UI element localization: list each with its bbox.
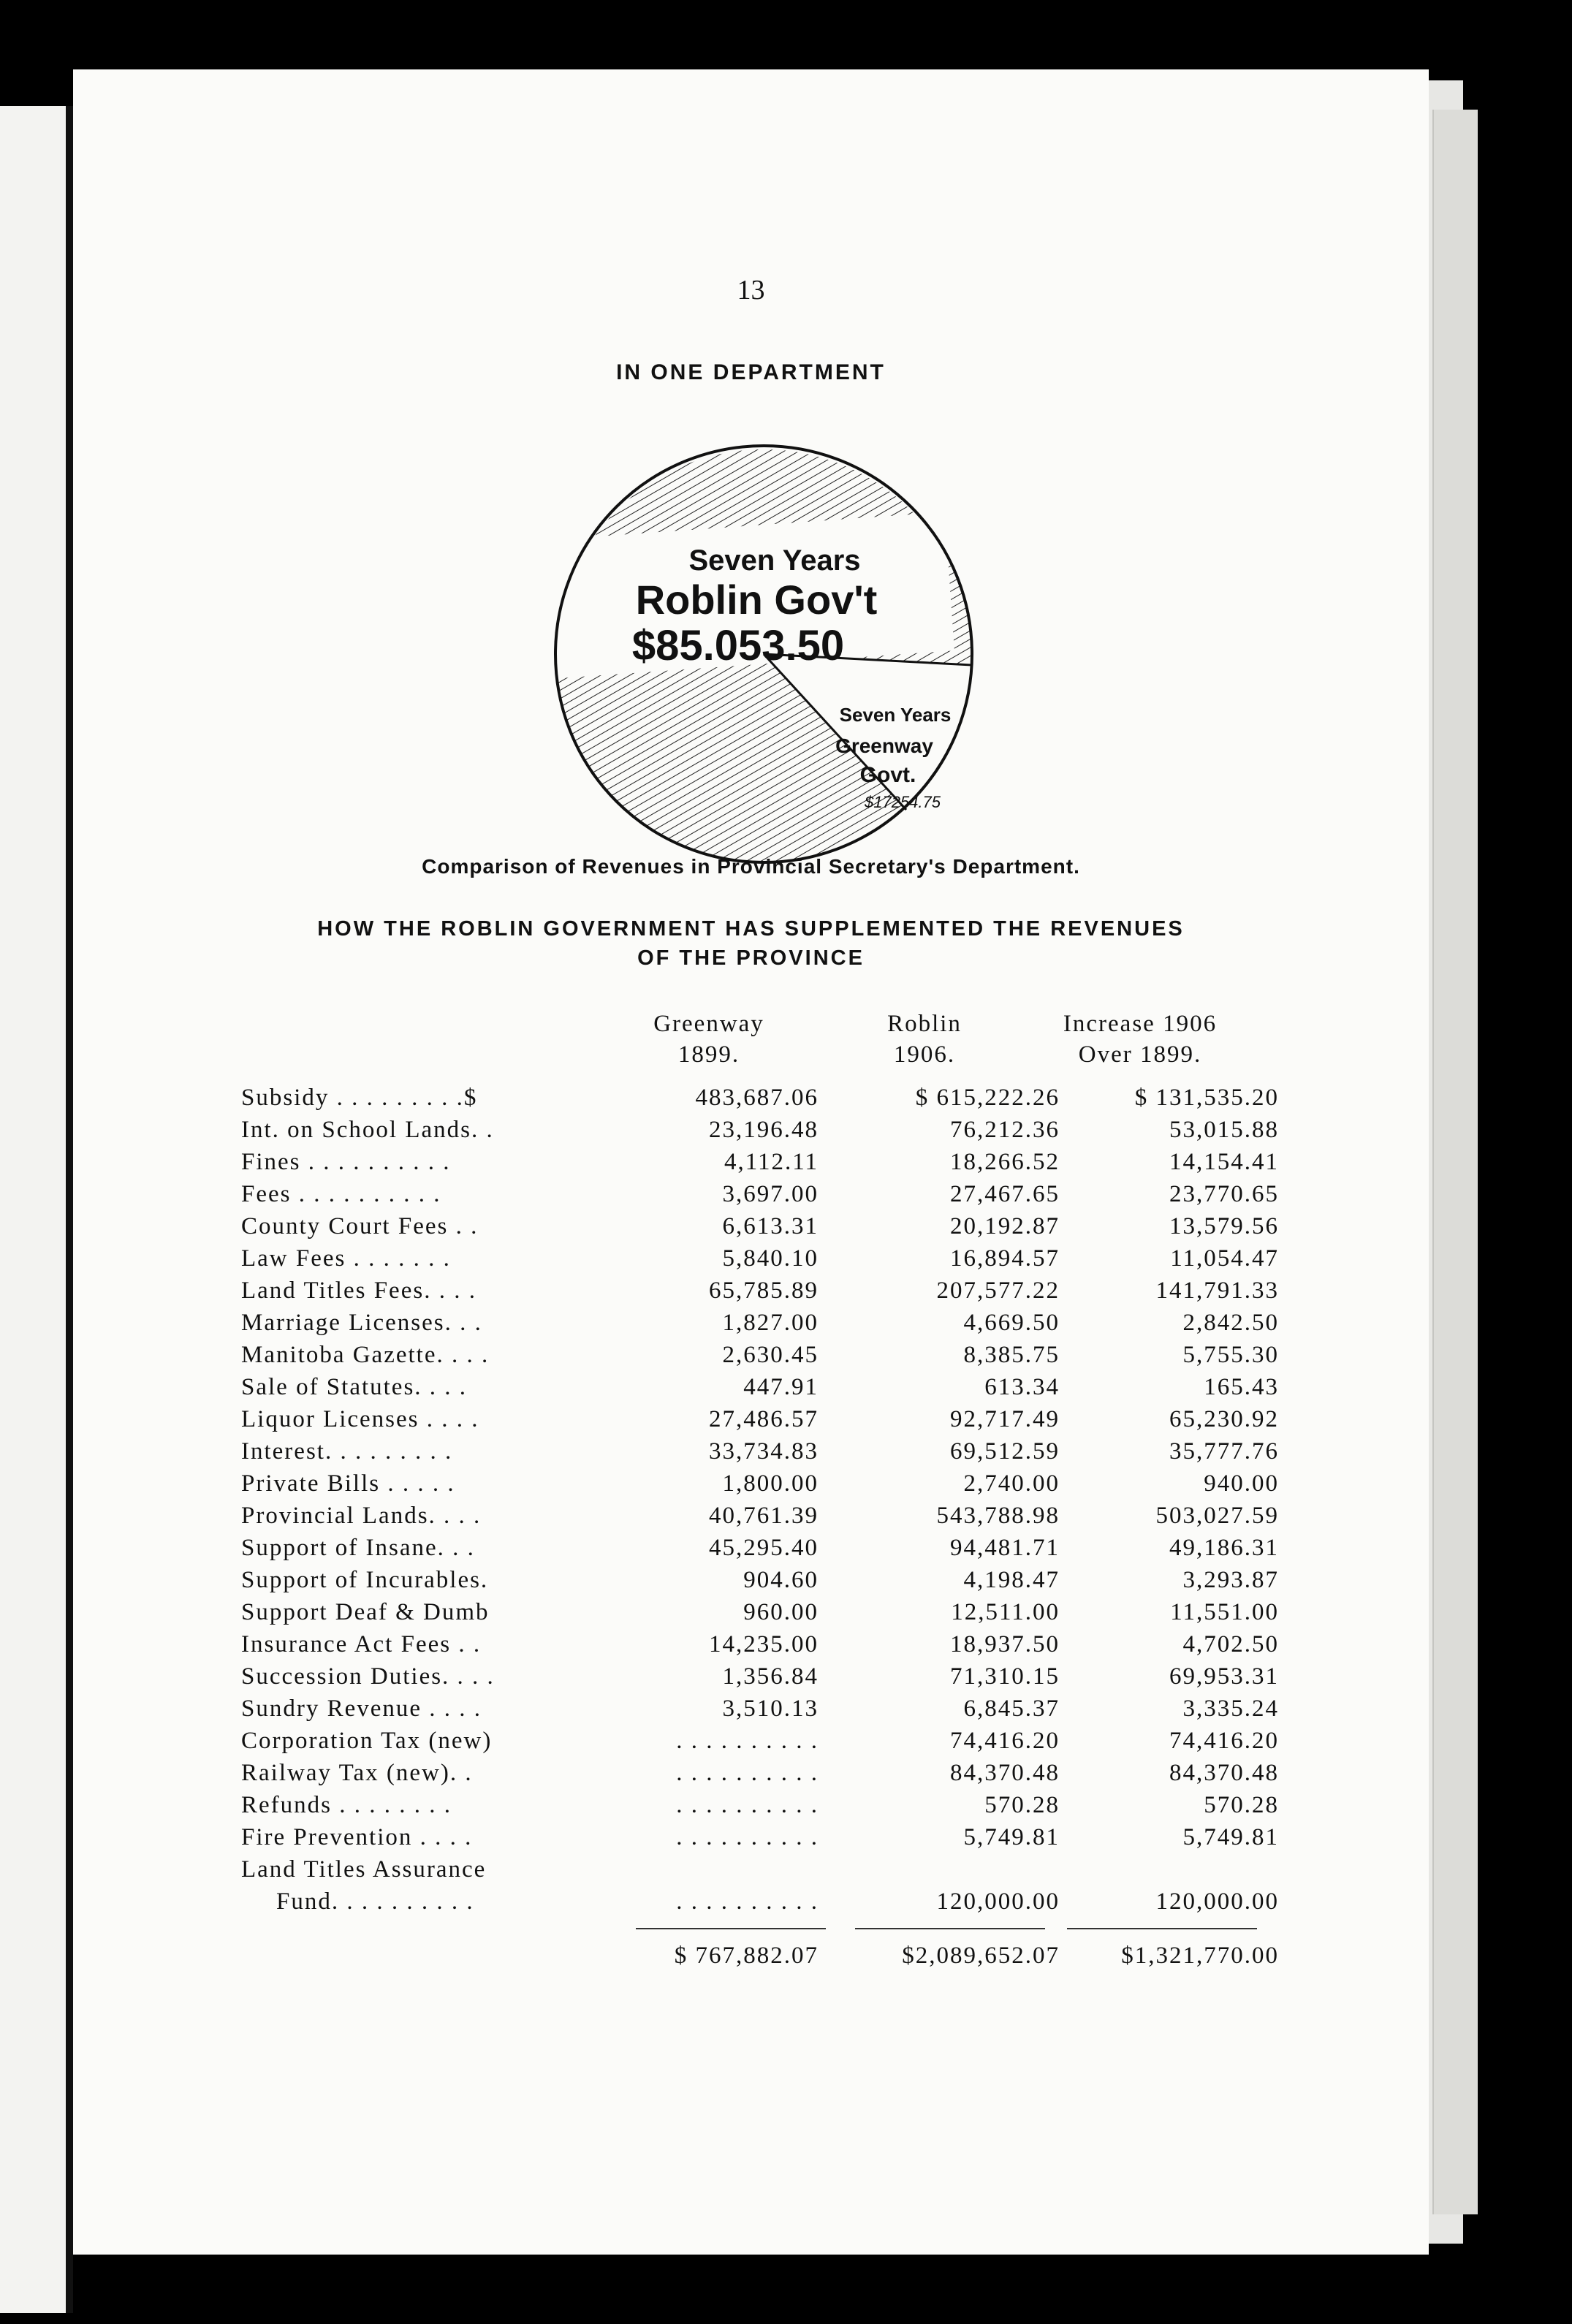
total-rules bbox=[241, 1918, 1279, 1940]
table-title-line1: HOW THE ROBLIN GOVERNMENT HAS SUPPLEMENTED THE REVENUES bbox=[317, 917, 1185, 941]
column-header-line: Over 1899. bbox=[1078, 1041, 1202, 1068]
increase-value: 53,015.88 bbox=[1169, 1117, 1279, 1143]
greenway-amount: $17254.75 bbox=[865, 793, 941, 811]
table-row bbox=[241, 1500, 1279, 1532]
greenway-value: 33,734.83 bbox=[709, 1438, 819, 1465]
greenway-label-line1: Seven Years bbox=[839, 704, 952, 726]
table-header bbox=[241, 1009, 1279, 1082]
row-label: Support of Incurables. bbox=[241, 1567, 489, 1593]
increase-value: 940.00 bbox=[1204, 1470, 1279, 1497]
greenway-value: 27,486.57 bbox=[709, 1406, 819, 1432]
roblin-value: 71,310.15 bbox=[950, 1663, 1060, 1690]
table-row bbox=[241, 1178, 1279, 1210]
row-label: Subsidy . . . . . . . . .$ bbox=[241, 1085, 478, 1111]
roblin-amount: $85.053.50 bbox=[631, 622, 845, 669]
row-label: Fees . . . . . . . . . . bbox=[241, 1181, 441, 1207]
column-header-line: 1899. bbox=[677, 1041, 740, 1068]
column-header-roblin bbox=[815, 1009, 1034, 1070]
column-header-line: Greenway bbox=[653, 1011, 764, 1037]
increase-value: 3,293.87 bbox=[1182, 1567, 1279, 1593]
roblin-value: 120,000.00 bbox=[936, 1888, 1060, 1915]
roblin-total: $2,089,652.07 bbox=[902, 1943, 1060, 1969]
revenue-pie-chart bbox=[497, 406, 1023, 917]
table-row bbox=[241, 1275, 1279, 1307]
greenway-label-line2: Greenway bbox=[835, 734, 933, 757]
roblin-value: 12,511.00 bbox=[951, 1599, 1060, 1625]
roblin-value: 4,198.47 bbox=[963, 1567, 1060, 1593]
column-header-line: Roblin bbox=[887, 1011, 962, 1037]
row-label: Fines . . . . . . . . . . bbox=[241, 1149, 451, 1175]
table-row bbox=[241, 1339, 1279, 1371]
row-label: Int. on School Lands. . bbox=[241, 1117, 494, 1143]
table-row bbox=[241, 1660, 1279, 1693]
book-gutter bbox=[66, 106, 73, 2313]
row-label: Support of Insane. . . bbox=[241, 1535, 475, 1561]
greenway-value: 960.00 bbox=[743, 1599, 819, 1625]
row-label: Corporation Tax (new) bbox=[241, 1728, 493, 1754]
greenway-value: 5,840.10 bbox=[722, 1245, 819, 1272]
roblin-value: $ 615,222.26 bbox=[915, 1085, 1060, 1111]
row-label: Succession Duties. . . . bbox=[241, 1663, 495, 1690]
row-label: Insurance Act Fees . . bbox=[241, 1631, 482, 1657]
table-title-line2: OF THE PROVINCE bbox=[637, 946, 865, 970]
table-row bbox=[241, 1114, 1279, 1146]
row-label: Sundry Revenue . . . . bbox=[241, 1695, 482, 1722]
greenway-value: 1,827.00 bbox=[722, 1310, 819, 1336]
row-label: County Court Fees . . bbox=[241, 1213, 479, 1239]
revenue-table bbox=[241, 1009, 1279, 1972]
greenway-value: 1,800.00 bbox=[722, 1470, 819, 1497]
increase-value: 2,842.50 bbox=[1182, 1310, 1279, 1336]
increase-value: 11,054.47 bbox=[1170, 1245, 1279, 1272]
column-header-increase bbox=[1030, 1009, 1250, 1070]
roblin-value: 207,577.22 bbox=[936, 1277, 1060, 1304]
roblin-value: 92,717.49 bbox=[950, 1406, 1060, 1432]
roblin-value: 8,385.75 bbox=[963, 1342, 1060, 1368]
roblin-value: 570.28 bbox=[984, 1792, 1060, 1818]
roblin-value: 18,937.50 bbox=[950, 1631, 1060, 1657]
table-row bbox=[241, 1403, 1279, 1435]
table-row bbox=[241, 1693, 1279, 1725]
row-label: Sale of Statutes. . . . bbox=[241, 1374, 468, 1400]
column-header-line: 1906. bbox=[893, 1041, 956, 1068]
greenway-value: 65,785.89 bbox=[709, 1277, 819, 1304]
roblin-label-line2: Roblin Gov't bbox=[635, 577, 878, 623]
increase-value: 165.43 bbox=[1204, 1374, 1279, 1400]
table-row bbox=[241, 1757, 1279, 1789]
row-label: Marriage Licenses. . . bbox=[241, 1310, 482, 1336]
section-heading: IN ONE DEPARTMENT bbox=[616, 360, 886, 384]
increase-value: 141,791.33 bbox=[1155, 1277, 1279, 1304]
total-rule bbox=[1067, 1928, 1257, 1929]
table-body bbox=[241, 1082, 1279, 1853]
table-row bbox=[241, 1146, 1279, 1178]
roblin-value: 84,370.48 bbox=[950, 1760, 1060, 1786]
row-label: Law Fees . . . . . . . bbox=[241, 1245, 451, 1272]
greenway-value: 40,761.39 bbox=[709, 1503, 819, 1529]
greenway-value: 45,295.40 bbox=[709, 1535, 819, 1561]
greenway-total: $ 767,882.07 bbox=[674, 1943, 819, 1969]
row-label-line2: Fund. . . . . . . . . . bbox=[276, 1888, 474, 1915]
document-page bbox=[73, 69, 1429, 2255]
table-row bbox=[241, 1789, 1279, 1821]
roblin-label-line1: Seven Years bbox=[688, 544, 861, 577]
row-label-line1: Land Titles Assurance bbox=[241, 1856, 487, 1883]
increase-value: 5,755.30 bbox=[1182, 1342, 1279, 1368]
roblin-value: 4,669.50 bbox=[963, 1310, 1060, 1336]
row-label: Private Bills . . . . . bbox=[241, 1470, 455, 1497]
table-row bbox=[241, 1435, 1279, 1467]
page-number: 13 bbox=[737, 275, 765, 305]
table-row bbox=[241, 1242, 1279, 1275]
greenway-value: 14,235.00 bbox=[709, 1631, 819, 1657]
increase-value: 503,027.59 bbox=[1155, 1503, 1279, 1529]
greenway-value: 23,196.48 bbox=[709, 1117, 819, 1143]
roblin-value: 94,481.71 bbox=[950, 1535, 1060, 1561]
increase-value: 49,186.31 bbox=[1169, 1535, 1279, 1561]
greenway-value: . . . . . . . . . . bbox=[676, 1760, 819, 1786]
row-label: Provincial Lands. . . . bbox=[241, 1503, 482, 1529]
table-row bbox=[241, 1564, 1279, 1596]
row-label: Liquor Licenses . . . . bbox=[241, 1406, 479, 1432]
increase-value: 35,777.76 bbox=[1169, 1438, 1279, 1465]
table-row bbox=[241, 1210, 1279, 1242]
increase-value: 570.28 bbox=[1204, 1792, 1279, 1818]
greenway-label-line3: Govt. bbox=[859, 763, 916, 787]
increase-value: 23,770.65 bbox=[1169, 1181, 1279, 1207]
greenway-value: 447.91 bbox=[743, 1374, 819, 1400]
row-label: Interest. . . . . . . . . bbox=[241, 1438, 453, 1465]
greenway-value: 3,697.00 bbox=[722, 1181, 819, 1207]
table-row bbox=[241, 1371, 1279, 1403]
roblin-value: 20,192.87 bbox=[950, 1213, 1060, 1239]
increase-value: 14,154.41 bbox=[1169, 1149, 1279, 1175]
row-label bbox=[241, 1853, 570, 1918]
total-rule bbox=[855, 1928, 1045, 1929]
greenway-value: . . . . . . . . . . bbox=[676, 1888, 819, 1915]
row-label: Fire Prevention . . . . bbox=[241, 1824, 473, 1850]
increase-value: 74,416.20 bbox=[1169, 1728, 1279, 1754]
increase-value: 11,551.00 bbox=[1170, 1599, 1279, 1625]
increase-value: $ 131,535.20 bbox=[1134, 1085, 1279, 1111]
increase-value: 3,335.24 bbox=[1182, 1695, 1279, 1722]
row-label: Refunds . . . . . . . . bbox=[241, 1792, 452, 1818]
table-row bbox=[241, 1082, 1279, 1114]
roblin-value: 16,894.57 bbox=[950, 1245, 1060, 1272]
table-row bbox=[241, 1628, 1279, 1660]
increase-value: 13,579.56 bbox=[1169, 1213, 1279, 1239]
page-stack-edge-back bbox=[1432, 110, 1478, 2214]
table-row bbox=[241, 1307, 1279, 1339]
greenway-value: 3,510.13 bbox=[722, 1695, 819, 1722]
row-label: Railway Tax (new). . bbox=[241, 1760, 473, 1786]
row-label: Manitoba Gazette. . . . bbox=[241, 1342, 490, 1368]
column-header-greenway bbox=[599, 1009, 819, 1070]
increase-value: 120,000.00 bbox=[1155, 1888, 1279, 1915]
row-label: Land Titles Fees. . . . bbox=[241, 1277, 476, 1304]
roblin-value: 2,740.00 bbox=[963, 1470, 1060, 1497]
greenway-value: . . . . . . . . . . bbox=[676, 1824, 819, 1850]
greenway-value: 4,112.11 bbox=[724, 1149, 819, 1175]
roblin-value: 543,788.98 bbox=[936, 1503, 1060, 1529]
roblin-value: 76,212.36 bbox=[950, 1117, 1060, 1143]
chart-caption: Comparison of Revenues in Provincial Secretary's Department. bbox=[422, 855, 1080, 878]
increase-total: $1,321,770.00 bbox=[1121, 1943, 1279, 1969]
greenway-value: . . . . . . . . . . bbox=[676, 1728, 819, 1754]
totals-row bbox=[241, 1940, 1279, 1972]
table-row bbox=[241, 1853, 1279, 1918]
table-row bbox=[241, 1467, 1279, 1500]
increase-value: 84,370.48 bbox=[1169, 1760, 1279, 1786]
table-row bbox=[241, 1532, 1279, 1564]
row-label: Support Deaf & Dumb bbox=[241, 1599, 490, 1625]
total-rule bbox=[636, 1928, 826, 1929]
increase-value: 69,953.31 bbox=[1169, 1663, 1279, 1690]
roblin-value: 5,749.81 bbox=[963, 1824, 1060, 1850]
left-page-edge bbox=[0, 106, 66, 2313]
roblin-value: 613.34 bbox=[984, 1374, 1060, 1400]
column-header-line: Increase 1906 bbox=[1063, 1011, 1218, 1037]
table-row bbox=[241, 1596, 1279, 1628]
greenway-value: 1,356.84 bbox=[722, 1663, 819, 1690]
table-row bbox=[241, 1821, 1279, 1853]
roblin-value: 18,266.52 bbox=[950, 1149, 1060, 1175]
greenway-value: 2,630.45 bbox=[722, 1342, 819, 1368]
roblin-value: 6,845.37 bbox=[963, 1695, 1060, 1722]
greenway-value: 483,687.06 bbox=[695, 1085, 819, 1111]
greenway-value: 6,613.31 bbox=[722, 1213, 819, 1239]
increase-value: 5,749.81 bbox=[1182, 1824, 1279, 1850]
increase-value: 65,230.92 bbox=[1169, 1406, 1279, 1432]
greenway-value: . . . . . . . . . . bbox=[676, 1792, 819, 1818]
greenway-value: 904.60 bbox=[743, 1567, 819, 1593]
roblin-value: 74,416.20 bbox=[950, 1728, 1060, 1754]
increase-value: 4,702.50 bbox=[1182, 1631, 1279, 1657]
roblin-value: 69,512.59 bbox=[950, 1438, 1060, 1465]
table-row bbox=[241, 1725, 1279, 1757]
roblin-value: 27,467.65 bbox=[950, 1181, 1060, 1207]
